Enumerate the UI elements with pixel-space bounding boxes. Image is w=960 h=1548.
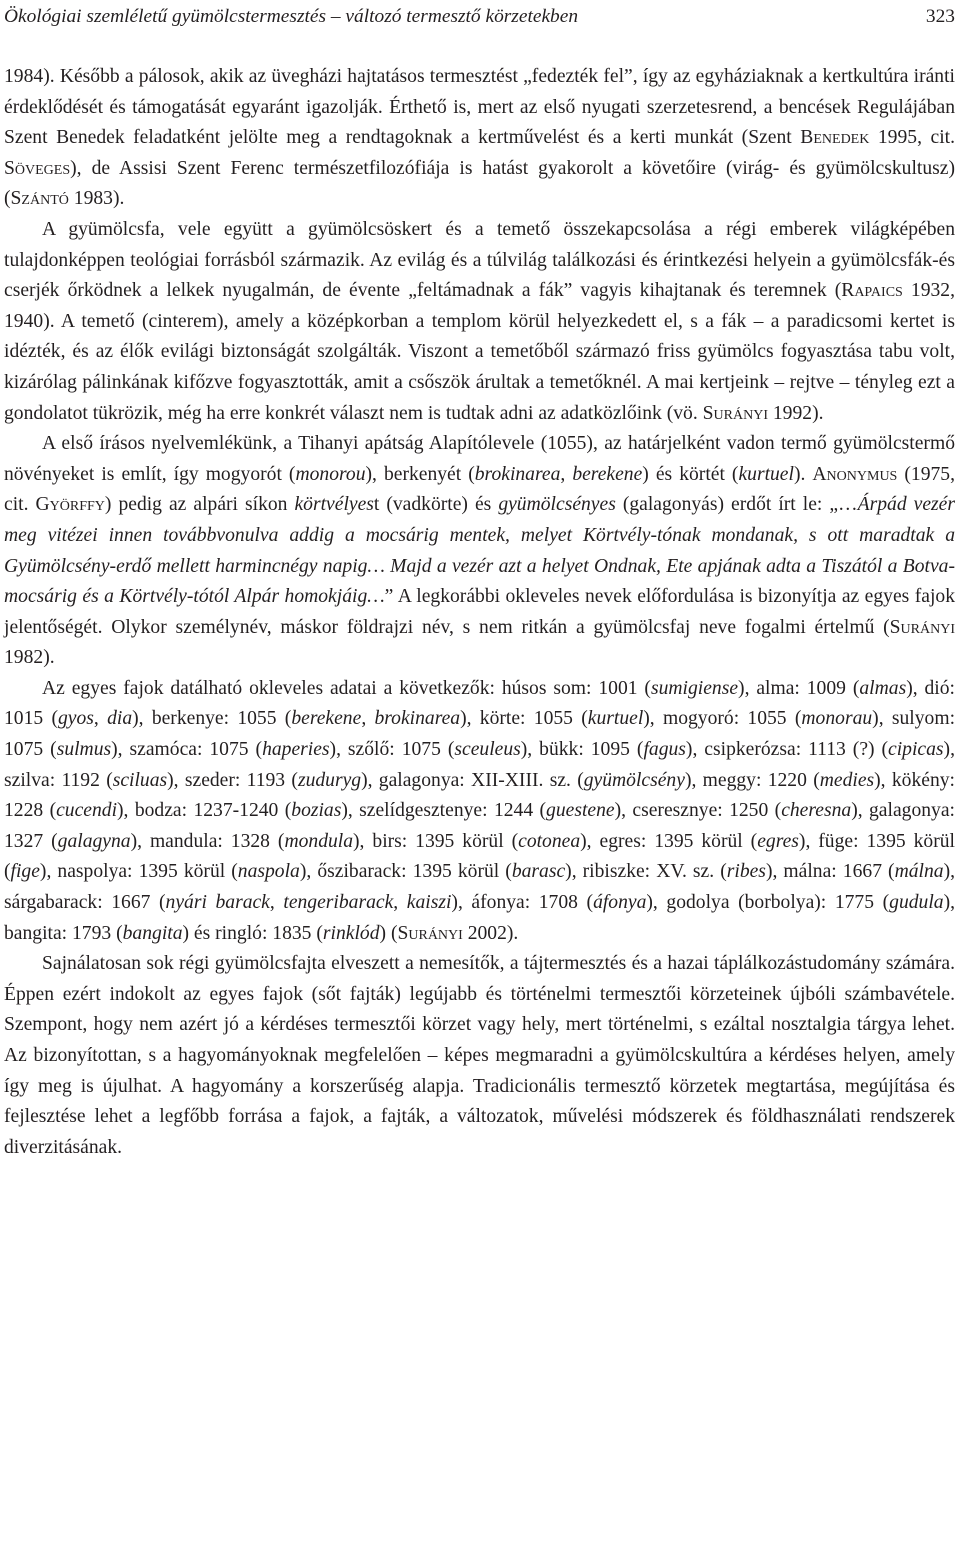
author-citation: Surányi: [397, 922, 463, 944]
text-run: ,: [93, 708, 108, 730]
paragraph-1: [4, 62, 955, 215]
text-run: ), körte: 1055 (: [460, 708, 588, 730]
author-citation: Surányi: [702, 402, 768, 424]
italic-term: sumigiense: [650, 677, 739, 699]
text-run: ) pedig az alpári síkon: [104, 494, 295, 516]
text-run: (1975, cit.: [4, 463, 955, 516]
text-run: 2002).: [462, 922, 519, 944]
italic-term: monorau: [801, 708, 873, 730]
text-run: ,: [393, 892, 407, 914]
text-run: ) (: [379, 922, 398, 944]
text-run: ), kökény: 1228 (: [4, 769, 955, 822]
italic-term: cucendi: [56, 800, 118, 822]
running-title: Ökológiai szemléletű gyümölcstermesztés – változó termesztő körzetekben: [4, 6, 579, 27]
italic-term: berekene: [291, 708, 362, 730]
italic-term: áfonya: [593, 892, 647, 914]
text-run: Az egyes fajok datálható okleveles adatai a következők: húsos som: 1001 (: [42, 677, 651, 699]
author-citation: Rapaics: [841, 280, 903, 302]
italic-term: cheresna: [781, 800, 852, 822]
italic-term: guestene: [546, 800, 615, 822]
text-run: (galagonyás) erdőt írt le: „…: [615, 494, 858, 516]
text-run: ” A legkorábbi okleveles nevek előfordulása is bizonyítja az egyes fajok jelentőségét. Olykor személynév, máskor földrajzi név, s nem ritkán a gyümölcsfaj neve fogalmi értelmű (: [4, 586, 955, 638]
italic-term: galagyna: [57, 830, 131, 852]
author-citation: Surányi: [889, 616, 955, 638]
text-run: ) és körtét (: [642, 463, 739, 485]
text-run: ), ribiszke: XV. sz. (: [565, 861, 727, 883]
italic-term: Árpád vezér meg vitézei innen továbbvonulva addig a mocsárig mentek, melyet Körtvély-tónak mondanak, s ott maradtak a Gyümölcsény-erdő mellett harmincnégy napig… Majd a vezér azt a helyet Ondnak, Ete apjának adta a Tiszától a Botva-mocsárig és a Körtvély-tótól Alpár homokjáig…: [4, 494, 955, 608]
text-run: ).: [793, 463, 813, 485]
italic-term: kurtuel: [587, 708, 644, 730]
paragraph-2: [4, 215, 955, 429]
text-run: ), málna: 1667 (: [765, 861, 895, 883]
italic-term: kurtuel: [738, 463, 794, 485]
italic-term: ribes: [726, 861, 766, 883]
text-run: ), galagonya: XII-XIII. sz. (: [361, 769, 584, 791]
text-run: ), mogyoró: 1055 (: [643, 708, 802, 730]
text-run: ), füge: 1395 körül (: [4, 830, 955, 883]
italic-term: berekene: [572, 463, 643, 485]
italic-term: cipicas: [888, 739, 944, 761]
author-citation: Benedek: [800, 127, 870, 149]
author-citation: Györffy: [35, 494, 105, 516]
italic-term: haperies: [262, 739, 330, 761]
text-run: ), sulyom: 1075 (: [4, 708, 956, 761]
text-run: 1932, 1940). A temető (cinterem), amely a középkorban a templom körül helyezkedett el, s a fák – a paradicsomi kertet is idézték, és az élők evilági biztonságát szolgálták. Viszont a temetőből származó friss gyümölcs fogyasztása tabu volt, kizárólag pálinkának kifőzve fogyasztották, amit a csőszök árultak a temetőknél. A mai kertjeink – rejtve – tényleg ezt a gondolatot tükrözik, még ha erre konkrét választ nem is tudtak adni az adatközlőink (vö.: [4, 280, 955, 424]
text-run: ), szeder: 1193 (: [167, 769, 298, 791]
paragraph-3: [4, 429, 955, 674]
text-run: ), csipkerózsa: 1113 (?) (: [685, 739, 889, 761]
text-run: 1983).: [68, 188, 125, 210]
italic-term: barasc: [511, 861, 566, 883]
italic-term: egres: [757, 830, 799, 852]
text-run: ), áfonya: 1708 (: [451, 892, 594, 914]
text-run: ), bangita: 1793 (: [4, 892, 956, 944]
text-run: ), alma: 1009 (: [738, 677, 860, 699]
text-run: ), egres: 1395 körül (: [580, 830, 758, 852]
text-run: ), berkenyét (: [365, 463, 475, 485]
italic-term: körtvélyes: [294, 494, 374, 516]
italic-term: fige: [10, 861, 40, 883]
text-run: ), szelídgesztenye: 1244 (: [341, 800, 547, 822]
text-run: ), galagonya: 1327 (: [4, 800, 955, 852]
text-run: ), dió: 1015 (: [4, 677, 955, 730]
text-run: ), birs: 1395 körül (: [353, 830, 519, 852]
text-run: ), bodza: 1237-1240 (: [117, 800, 292, 822]
italic-term: brokinarea: [474, 463, 561, 485]
italic-term: bangita: [122, 922, 183, 944]
text-run: ), szilva: 1192 (: [4, 739, 955, 791]
italic-term: almas: [859, 677, 907, 699]
italic-term: zuduryg: [297, 769, 362, 791]
italic-term: nyári barack: [165, 892, 270, 914]
text-run: ), bükk: 1095 (: [520, 739, 644, 761]
italic-term: gyümölcsényes: [498, 494, 616, 516]
text-run: t (vadkörte) és: [373, 494, 499, 516]
text-run: ), meggy: 1220 (: [684, 769, 820, 791]
italic-term: mondula: [284, 830, 354, 852]
text-run: ), godolya (borbolya): 1775 (: [646, 892, 890, 914]
text-run: A gyümölcsfa, vele együtt a gyümölcsöskert és a temető összekapcsolása a régi emberek világképében tulajdonképpen teológiai forrásból származik. Az evilág és a túlvilág találkozási és érintkezési helyein a gyümölcsfák-és cserjék őrködnek a lelkek nyugalmán, de évente „feltámadnak a fák” vagyis kihajtanak és teremnek (: [4, 218, 955, 302]
italic-term: brokinarea: [374, 708, 461, 730]
author-citation: Szántó: [10, 188, 69, 210]
text-run: ,: [361, 708, 375, 730]
text-run: 1992).: [767, 402, 824, 424]
text-run: ,: [560, 463, 573, 485]
italic-term: monorou: [295, 463, 366, 485]
text-run: ), de Assisi Szent Ferenc természetfilozófiája is hatást gyakorolt a követőire (virág- és gyümölcskultusz) (: [4, 157, 955, 210]
text-run: ), mandula: 1328 (: [130, 830, 285, 852]
italic-term: cotonea: [518, 830, 581, 852]
italic-term: sciluas: [112, 769, 168, 791]
italic-term: dia: [107, 708, 133, 730]
text-run: ), szőlő: 1075 (: [329, 739, 455, 761]
italic-term: bozias: [291, 800, 342, 822]
italic-term: tengeribarack: [283, 892, 394, 914]
text-run: 1984). Később a pálosok, akik az üvegházi hajtatásos termesztést „fedezték fel”, így az egyháziaknak a kertkultúra iránti érdeklődését és támogatását egyaránt igazolják. Érthető is, mert az első nyugati szerzetesrend, a bencések Regulájában Szent Benedek feladatként jelölte meg a rendtagoknak a kertművelést és a kerti munkát (Szent: [4, 66, 955, 149]
text-run: A első írásos nyelvemlékünk, a Tihanyi apátság Alapítólevele (1055), az határjelként vadon termő gyümölcstermő növényeket is említ, így mogyorót (: [4, 433, 955, 485]
italic-term: medies: [819, 769, 875, 791]
author-citation: Söveges: [4, 157, 71, 179]
text-run: ), berkenye: 1055 (: [132, 708, 292, 730]
text-run: ), sárgabarack: 1667 (: [4, 861, 956, 914]
text-run: ), naspolya: 1395 körül (: [39, 861, 238, 883]
page-number: 323: [925, 6, 955, 27]
text-run: ) és ringló: 1835 (: [182, 922, 323, 944]
italic-term: sceuleus: [454, 739, 521, 761]
italic-term: sulmus: [56, 739, 112, 761]
text-run: 1982).: [4, 647, 55, 669]
text-run: Sajnálatosan sok régi gyümölcsfajta elveszett a nemesítők, a tájtermesztés és a hazai táplálkozástudomány számára. Éppen ezért indokolt az egyes fajok (sőt fajták) legújabb és történelmi termesztői körzeteinek újbóli számbavétele. Szempont, hogy nem azért jó a kérdéses termesztői körzet vagy hely, mert történelmi, s ezáltal nosztalgia tárgya lehet. Az bizonyítottan, s a hagyományoknak megfelelően – képes megmaradni a gyümölcskultúra a kérdéses helyen, amely így meg is újulhat. A hagyomány a korszerűség alapja. Tradicionális termesztő körzetek megtartása, megújítása és fejlesztése lehet a legfőbb forrása a fajok, a fajták, a változatok, művelési módszerek és földhasználati rendszerek diverzitásának.: [4, 953, 955, 1158]
paragraph-4: [4, 674, 955, 949]
body-text: [4, 62, 955, 1163]
italic-term: fagus: [643, 739, 686, 761]
italic-term: rinklód: [322, 922, 380, 944]
text-run: ), szamóca: 1075 (: [111, 739, 263, 761]
italic-term: gyümölcsény: [583, 769, 685, 791]
italic-term: gyos: [57, 708, 94, 730]
paragraph-5: [4, 949, 955, 1163]
text-run: ), őszibarack: 1395 körül (: [299, 861, 512, 883]
text-run: 1995, cit.: [869, 127, 955, 149]
running-header: [4, 3, 955, 31]
text-run: ,: [269, 892, 284, 914]
italic-term: kaiszi: [406, 892, 452, 914]
italic-term: málna: [894, 861, 944, 883]
italic-term: gudula: [889, 892, 944, 914]
italic-term: naspola: [237, 861, 300, 883]
text-run: ), cseresznye: 1250 (: [614, 800, 782, 822]
author-citation: Anonymus: [812, 463, 898, 485]
